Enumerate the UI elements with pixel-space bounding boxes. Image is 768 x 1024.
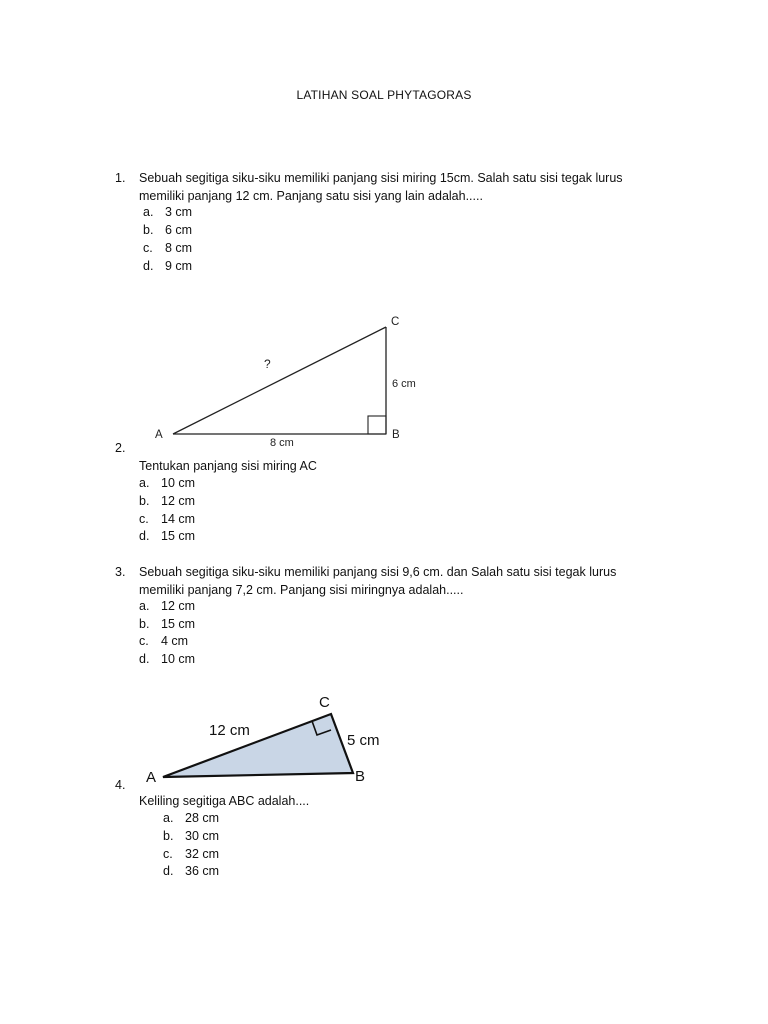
shaded-triangle [163, 714, 353, 777]
option-letter: b. [163, 829, 174, 843]
triangle-hypotenuse-line [173, 327, 386, 434]
option-value: 28 cm [185, 811, 220, 825]
question-4-option-c[interactable] [163, 846, 219, 864]
option-value: 10 cm [161, 652, 196, 666]
question-2-option-a[interactable] [139, 475, 195, 493]
question-1-text-line-1: Sebuah segitiga siku-siku memiliki panjang sisi miring 15cm. Salah satu sisi tegak lurus [139, 171, 623, 185]
option-letter: d. [163, 864, 174, 878]
option-letter: c. [139, 512, 149, 526]
vertical-side-label: 6 cm [392, 378, 416, 390]
option-value: 32 cm [185, 847, 220, 861]
option-value: 36 cm [185, 864, 220, 878]
option-value: 4 cm [161, 634, 189, 648]
option-value: 30 cm [185, 829, 220, 843]
option-letter: b. [139, 617, 150, 631]
side-ac-label: 12 cm [209, 722, 250, 739]
question-2-option-d[interactable] [139, 528, 195, 546]
option-value: 6 cm [165, 223, 193, 237]
option-letter: a. [139, 476, 150, 490]
option-value: 14 cm [161, 512, 196, 526]
side-bc-label: 5 cm [347, 732, 380, 749]
option-letter: a. [163, 811, 174, 825]
question-1-option-d[interactable] [143, 258, 192, 276]
option-letter: a. [139, 599, 150, 613]
vertex-b-label: B [392, 429, 400, 441]
vertex-a-label: A [155, 429, 163, 441]
question-4-text: Keliling segitiga ABC adalah.... [139, 794, 310, 808]
question-1-option-b[interactable] [143, 222, 192, 240]
vertex-c-label: C [319, 694, 330, 711]
question-1-option-a[interactable] [143, 204, 192, 222]
question-3-option-c[interactable] [139, 633, 188, 651]
option-letter: c. [163, 847, 173, 861]
vertex-c-label: C [391, 316, 400, 328]
option-value: 8 cm [165, 241, 193, 255]
option-letter: b. [139, 494, 150, 508]
question-3-text-line-2: memiliki panjang 7,2 cm. Panjang sisi miringnya adalah..... [139, 583, 464, 597]
question-1-text-line-2: memiliki panjang 12 cm. Panjang satu sisi yang lain adalah..... [139, 189, 483, 203]
option-value: 12 cm [161, 599, 196, 613]
option-value: 10 cm [161, 476, 196, 490]
question-4-option-b[interactable] [163, 828, 219, 846]
question-3-option-d[interactable] [139, 651, 195, 669]
option-value: 15 cm [161, 529, 196, 543]
page-title: LATIHAN SOAL PHYTAGORAS [296, 88, 472, 102]
option-value: 15 cm [161, 617, 196, 631]
question-4-number: 4. [115, 778, 126, 792]
question-3-text [139, 563, 659, 599]
question-2-text: Tentukan panjang sisi miring AC [139, 459, 317, 473]
question-2-figure [140, 305, 430, 450]
question-2-number: 2. [115, 441, 126, 455]
hypotenuse-label: ? [264, 357, 271, 371]
option-letter: d. [143, 259, 154, 273]
question-2-option-c[interactable] [139, 511, 195, 529]
question-4-option-a[interactable] [163, 810, 219, 828]
option-value: 12 cm [161, 494, 196, 508]
option-letter: b. [143, 223, 154, 237]
option-letter: c. [139, 634, 149, 648]
question-4-option-d[interactable] [163, 863, 219, 881]
vertex-a-label: A [146, 769, 157, 786]
question-3-text-line-1: Sebuah segitiga siku-siku memiliki panjang sisi 9,6 cm. dan Salah satu sisi tegak lurus [139, 565, 617, 579]
right-angle-marker [368, 416, 386, 434]
option-value: 3 cm [165, 205, 193, 219]
question-3-number: 3. [115, 565, 126, 579]
option-letter: d. [139, 529, 150, 543]
question-3-option-a[interactable] [139, 598, 195, 616]
option-letter: c. [143, 241, 153, 255]
option-letter: d. [139, 652, 150, 666]
option-value: 9 cm [165, 259, 193, 273]
option-letter: a. [143, 205, 154, 219]
base-side-label: 8 cm [270, 437, 294, 449]
question-1-option-c[interactable] [143, 240, 192, 258]
question-4-figure [140, 688, 400, 788]
question-1-number: 1. [115, 171, 126, 185]
question-3-option-b[interactable] [139, 616, 195, 634]
question-2-option-b[interactable] [139, 493, 195, 511]
question-1-text [139, 169, 659, 205]
vertex-b-label: B [355, 768, 366, 785]
